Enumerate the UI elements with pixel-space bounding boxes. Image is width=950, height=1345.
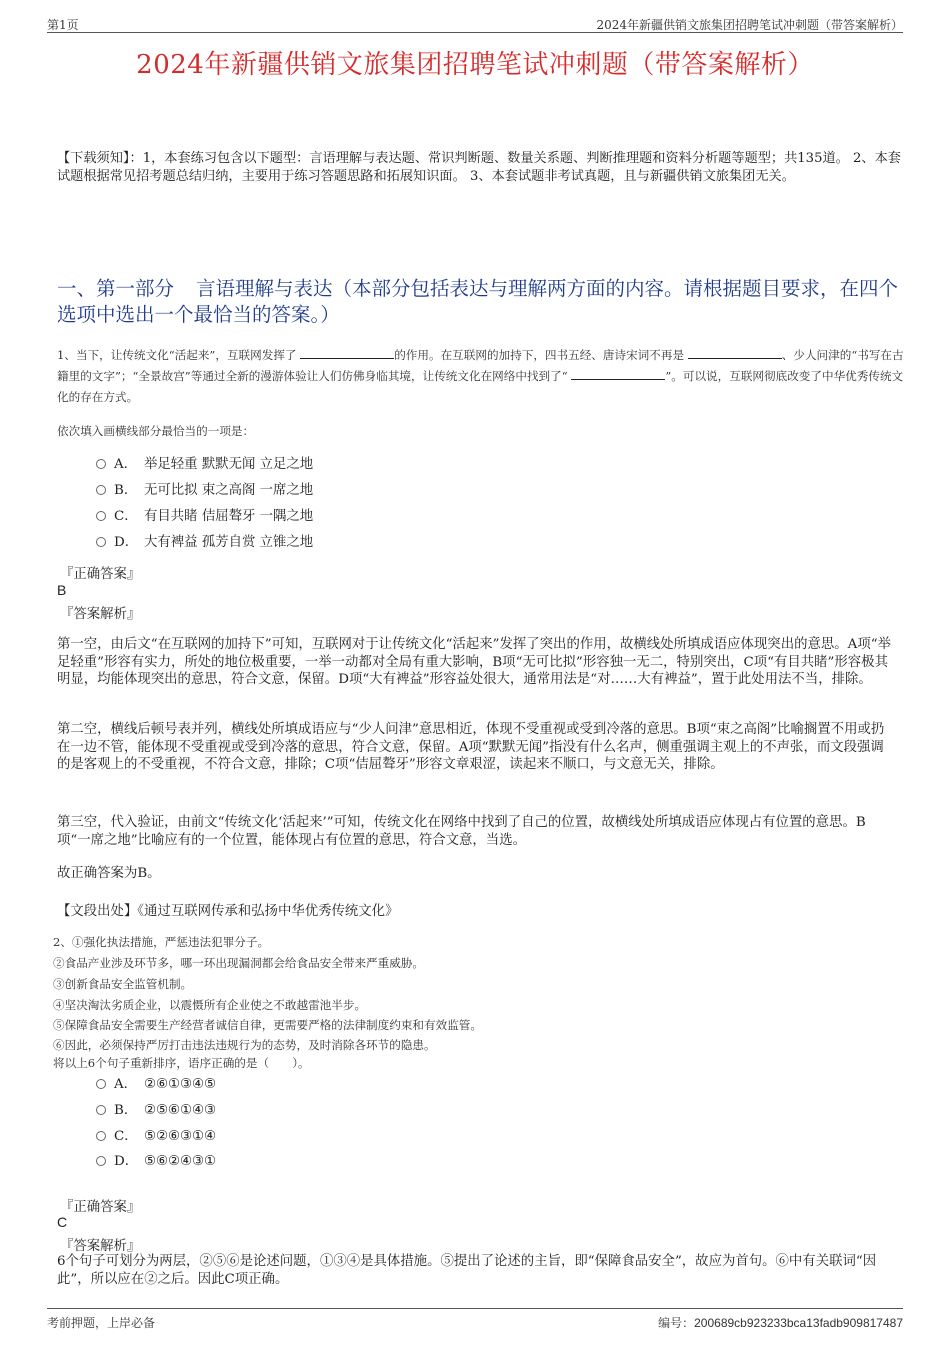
section-name: 一、第一部分: [57, 277, 175, 300]
q2-line: 2、①强化执法措施，严惩违法犯罪分子。: [53, 935, 270, 949]
download-notice: 【下载须知】：1，本套练习包含以下题型：言语理解与表达题、常识判断题、数量关系题、判断推理题和资料分析题等题型；共135道。 2、本套试题根据常见招考题总结归纳，主要用于练习答题思路和拓展知识面。 3、本套试题非考试真题，且与新疆供销文旅集团无关。: [57, 151, 901, 184]
page-footer: [47, 1308, 903, 1331]
q2-line: ②食品产业涉及环节多，哪一环出现漏洞都会给食品安全带来严重威胁。: [53, 956, 425, 970]
question-1-stem: 依次填入画横线部分最恰当的一项是：: [57, 424, 255, 438]
page-number: 第1页: [47, 18, 79, 32]
document-code: 编号：200689cb923233bca13fadb909817487: [658, 1316, 903, 1330]
q1-option-a[interactable]: A． 举足轻重 默默无闻 立足之地: [96, 455, 313, 475]
radio-button[interactable]: [96, 459, 106, 469]
q2-option-a[interactable]: A． ②⑥①③④⑤: [96, 1075, 216, 1095]
q1-answer-label: 『正确答案』: [60, 567, 141, 582]
answer-blank: [300, 348, 394, 359]
radio-button[interactable]: [96, 511, 106, 521]
document-title: 2024年新疆供销文旅集团招聘笔试冲刺题（带答案解析）: [136, 50, 814, 80]
radio-button[interactable]: [96, 1079, 106, 1089]
q1-option-b[interactable]: B． 无可比拟 束之高阁 一席之地: [96, 481, 313, 501]
q1-analysis-para-2: 第二空，横线后顿号表并列，横线处所填成语应与“少人问津”意思相近，体现不受重视或受到冷落的意思。B项“束之高阁”比喻搁置不用或扔在一边不管，能体现不受重视或受到冷落的意思，符合文意，保留。A项“默默无闻”指没有什么名声，侧重强调主观上的不声张，而文段强调的是客观上的不受重视，不符合文意，排除；C项“佶屈聱牙”形容文章艰涩，读起来不顺口，与文意无关，排除。: [57, 722, 885, 772]
radio-button[interactable]: [96, 537, 106, 547]
q1-analysis-conclusion: 故正确答案为B。: [57, 866, 161, 881]
q2-option-c[interactable]: C． ⑤②⑥③①④: [96, 1127, 216, 1147]
footer-slogan: 考前押题，上岸必备: [47, 1316, 156, 1330]
q2-answer-label: 『正确答案』: [60, 1200, 141, 1215]
q1-analysis-para-1: 第一空，由后文“在互联网的加持下”可知，互联网对于让传统文化“活起来”发挥了突出的作用，故横线处所填成语应体现突出的意思。A项“举足轻重”形容有实力，所处的地位极重要，一举一动都对全局有重大影响，B项“无可比拟”形容独一无二，特别突出，C项“有目共睹”形容极其明显，均能体现突出的意思，符合文意，保留。D项“大有裨益”形容益处很大，通常用法是“对……大有裨益”，置于此处用法不当，排除。: [57, 637, 891, 687]
answer-blank: [571, 369, 665, 380]
radio-button[interactable]: [96, 485, 106, 495]
q2-line: ④坚决淘汰劣质企业，以震慑所有企业使之不敢越雷池半步。: [53, 998, 367, 1012]
question-1-text: 1、当下，让传统文化“活起来”，互联网发挥了 的作用。在互联网的加持下，四书五经、唐诗宋词不再是 、少人问津的“书写在古籍里的文字”；“全景故宫”等通过全新的漫游体验让人们仿佛身临其境，让传统文化在网络中找到了“ ”。可以说，互联网彻底改变了中华优秀传统文化的存在方式。: [57, 348, 904, 404]
q2-line: ③创新食品安全监管机制。: [53, 977, 193, 991]
q2-option-d[interactable]: D． ⑤⑥②④③①: [96, 1152, 216, 1172]
q2-option-b[interactable]: B． ②⑤⑥①④③: [96, 1101, 216, 1121]
q2-analysis: 6个句子可划分为两层，②⑤⑥是论述问题，①③④是具体措施。⑤提出了论述的主旨，即“保障食品安全”，故应为首句。⑥中有关联词“因此”，所以应在②之后。因此C项正确。: [57, 1254, 877, 1287]
radio-button[interactable]: [96, 1105, 106, 1115]
q2-line: ⑥因此，必须保持严厉打击违法违规行为的态势，及时消除各环节的隐患。: [53, 1038, 436, 1052]
q1-analysis-label: 『答案解析』: [60, 607, 141, 622]
q2-stem: 将以上6个句子重新排序，语序正确的是（ ）。: [53, 1056, 310, 1070]
q2-answer: C: [57, 1214, 68, 1230]
q1-source: 【文段出处】《通过互联网传承和弘扬中华优秀传统文化》: [57, 904, 399, 919]
running-title: 2024年新疆供销文旅集团招聘笔试冲刺题（带答案解析）: [596, 18, 903, 32]
q2-line: ⑤保障食品安全需要生产经营者诚信自律，更需要严格的法律制度约束和有效监管。: [53, 1018, 482, 1032]
answer-blank: [688, 348, 782, 359]
section-desc: 言语理解与表达（本部分包括表达与理解两方面的内容。请根据题目要求，在四个选项中选出一个最恰当的答案。）: [57, 277, 899, 326]
q1-analysis-para-3: 第三空，代入验证，由前文“传统文化‘活起来’”可知，传统文化在网络中找到了自己的位置，故横线处所填成语应体现占有位置的意思。B项“一席之地”比喻应有的一个位置，能体现占有位置的意思，符合文意，当选。: [57, 815, 866, 848]
section-heading: [57, 276, 907, 328]
q1-answer: B: [57, 582, 67, 598]
radio-button[interactable]: [96, 1131, 106, 1141]
q2-analysis-label: 『答案解析』: [60, 1239, 141, 1254]
q1-option-d[interactable]: D． 大有裨益 孤芳自赏 立锥之地: [96, 533, 313, 553]
q1-option-c[interactable]: C． 有目共睹 佶屈聱牙 一隅之地: [96, 507, 313, 527]
radio-button[interactable]: [96, 1156, 106, 1166]
page-header: [47, 12, 903, 33]
